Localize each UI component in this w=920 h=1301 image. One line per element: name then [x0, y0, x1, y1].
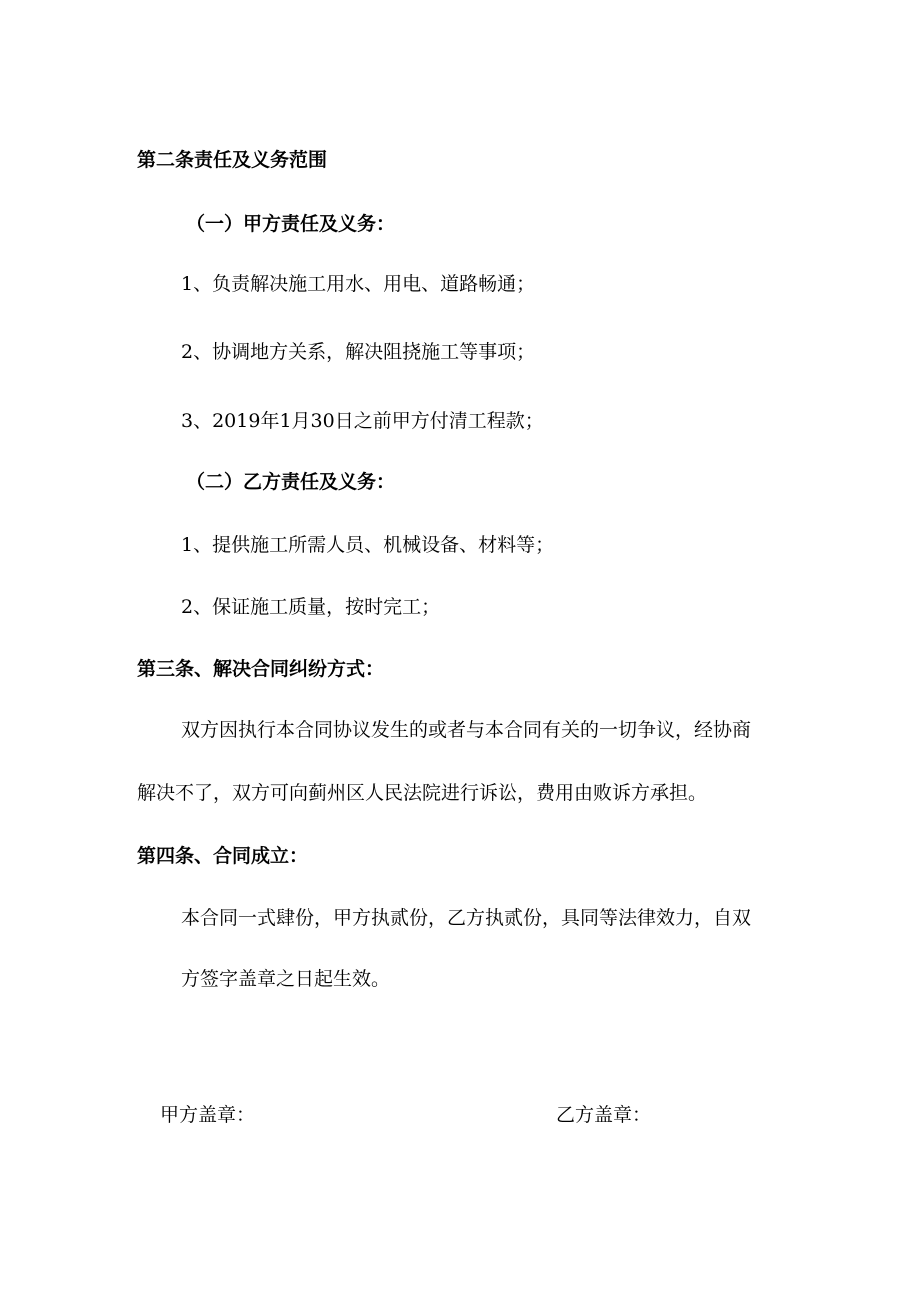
party-b-seal-label: 乙方盖章： [556, 1104, 652, 1126]
section3-paragraph-line-1: 双方因执行本合同协议发生的或者与本合同有关的一切争议，经协商 [181, 719, 752, 741]
party-a-duties-heading: （一）甲方责任及义务： [186, 213, 396, 235]
party-a-duty-1: 1、负责解决施工用水、用电、道路畅通； [181, 273, 536, 295]
section3-heading: 第三条、解决合同纠纷方式： [137, 658, 385, 680]
section4-paragraph-line-1: 本合同一式肆份，甲方执贰份，乙方执贰份，具同等法律效力，自双 [181, 907, 752, 929]
party-b-duty-2: 2、保证施工质量，按时完工； [181, 596, 441, 618]
section4-paragraph-line-2: 方签字盖章之日起生效。 [181, 968, 391, 990]
party-a-duty-2: 2、协调地方关系，解决阻挠施工等事项； [181, 341, 536, 363]
section4-heading: 第四条、合同成立： [137, 845, 309, 867]
party-a-seal-label: 甲方盖章： [160, 1104, 256, 1126]
party-b-duty-1: 1、提供施工所需人员、机械设备、材料等； [181, 534, 555, 556]
section2-heading: 第二条责任及义务范围 [137, 149, 328, 171]
party-b-duties-heading: （二）乙方责任及义务： [186, 471, 396, 493]
section3-paragraph-line-2: 解决不了，双方可向蓟州区人民法院进行诉讼，费用由败诉方承担。 [137, 782, 708, 804]
party-a-duty-3: 3、2019年1月30日之前甲方付清工程款； [181, 410, 544, 432]
